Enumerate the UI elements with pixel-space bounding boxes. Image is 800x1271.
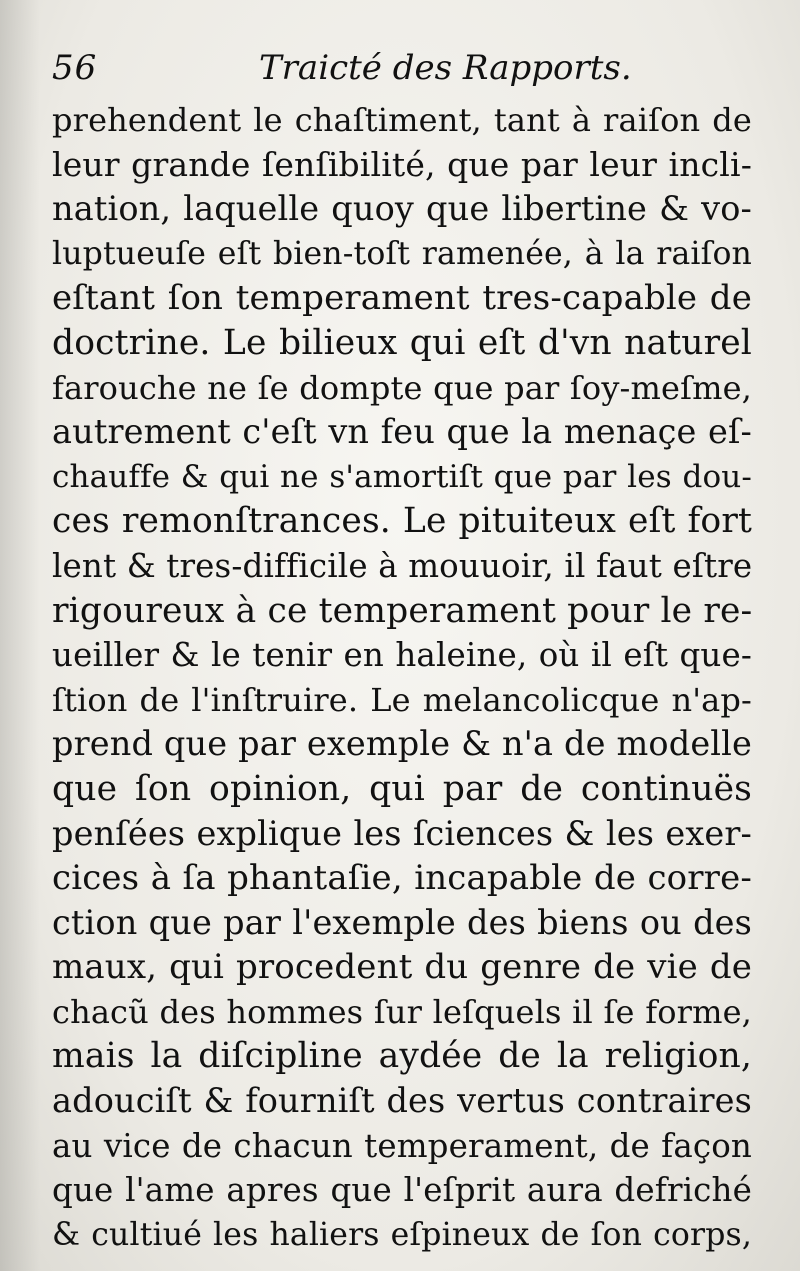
page-number: 56 bbox=[52, 48, 98, 88]
text-line: ction que par l'exemple des biens ou des bbox=[52, 902, 752, 942]
text-line: nation, laquelle quoy que libertine & vo- bbox=[52, 189, 752, 229]
text-line: au vice de chacun temperament, de façon bbox=[52, 1126, 752, 1165]
text-line: ſtion de l'inſtruire. Le melancolicque n'ap- bbox=[52, 680, 752, 719]
gutter-shadow bbox=[0, 0, 40, 1271]
text-line: luptueuſe eſt bien-toſt ramenée, à la raiſon bbox=[52, 235, 752, 272]
running-head: Traicté des Rapports. bbox=[259, 48, 632, 88]
text-line: prend que par exemple & n'a de modelle bbox=[52, 724, 752, 764]
text-line: que l'ame apres que l'eſprit aura defriché bbox=[52, 1171, 752, 1210]
text-line: maux, qui procedent du genre de vie de bbox=[52, 947, 752, 988]
text-line: chacũ des hommes ſur leſquels il ſe forme, bbox=[52, 992, 752, 1031]
text-line: farouche ne ſe dompte que par ſoy-meſme, bbox=[52, 368, 752, 407]
text-line: penſées explique les ſciences & les exer- bbox=[52, 813, 752, 853]
text-line: prehendent le chaſtiment, tant à raiſon de bbox=[52, 101, 752, 139]
text-line: rigoureux à ce temperament pour le re- bbox=[52, 590, 753, 631]
text-line: doctrine. Le bilieux qui eſt d'vn naturel bbox=[52, 322, 752, 363]
text-line: que ſon opinion, qui par de continuës bbox=[52, 768, 752, 809]
text-line: & cultiué les haliers eſpineux de ſon corps, bbox=[52, 1216, 752, 1253]
text-line: mais la diſcipline aydée de la religion, bbox=[52, 1036, 752, 1077]
text-line: autrement c'eſt vn feu que la menaçe eſ- bbox=[52, 412, 752, 452]
text-line: adouciſt & fourniſt des vertus contraires bbox=[52, 1081, 752, 1121]
text-line: ces remonſtrances. Le pituiteux eſt fort bbox=[52, 501, 752, 542]
text-line: lent & tres-difficile à mouuoir, il faut eſtre bbox=[52, 546, 753, 585]
text-line: ueiller & le tenir en haleine, où il eſt que- bbox=[52, 636, 752, 675]
text-line: chauffe & qui ne s'amortiſt que par les dou- bbox=[52, 458, 752, 495]
text-line: eſtant ſon temperament tres-capable de bbox=[52, 278, 752, 319]
text-line: cices à ſa phantaſie, incapable de corre- bbox=[52, 858, 752, 899]
page-header bbox=[52, 44, 752, 94]
text-line: leur grande ſenſibilité, que par leur incli- bbox=[52, 144, 752, 184]
body-text bbox=[52, 98, 752, 1257]
